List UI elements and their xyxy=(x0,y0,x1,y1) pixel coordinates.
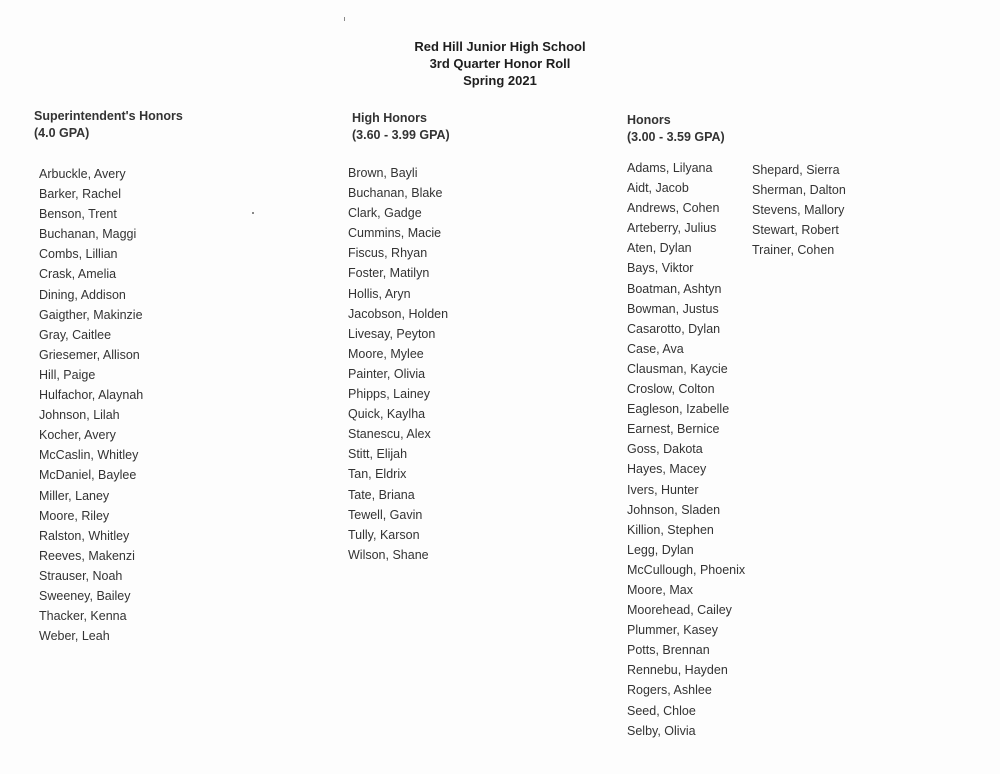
student-name: Gaigther, Makinzie xyxy=(39,307,143,322)
student-name: Shepard, Sierra xyxy=(752,163,840,177)
student-name: Sweeney, Bailey xyxy=(39,588,131,603)
student-name: Benson, Trent xyxy=(39,207,117,222)
student-name: Moore, Riley xyxy=(39,508,110,523)
student-name: Hayes, Macey xyxy=(627,462,707,477)
student-name: Jacobson, Holden xyxy=(348,306,449,321)
student-name: McDaniel, Baylee xyxy=(39,468,137,483)
student-name: Seed, Chloe xyxy=(627,703,696,718)
high-honors-section xyxy=(348,110,450,565)
student-name: Cummins, Macie xyxy=(348,226,442,241)
student-name: Moore, Max xyxy=(627,582,693,597)
student-name: Hulfachor, Alaynah xyxy=(39,388,144,403)
student-name: Strauser, Noah xyxy=(39,568,123,583)
section-gpa: (3.00 - 3.59 GPA) xyxy=(627,130,725,144)
section-gpa: (3.60 - 3.99 GPA) xyxy=(352,128,450,142)
student-name: Tewell, Gavin xyxy=(348,507,423,522)
student-name: Weber, Leah xyxy=(39,629,110,644)
section-title: High Honors xyxy=(352,111,427,125)
student-name: Casarotto, Dylan xyxy=(627,321,721,336)
student-name: Moore, Mylee xyxy=(348,346,424,361)
student-name: Dining, Addison xyxy=(39,287,126,302)
student-name: Potts, Brennan xyxy=(627,643,710,658)
term-label: Spring 2021 xyxy=(463,73,537,88)
student-name: Reeves, Makenzi xyxy=(39,548,135,563)
student-name: Ivers, Hunter xyxy=(627,482,699,497)
name-list xyxy=(752,160,846,260)
student-name: Rogers, Ashlee xyxy=(627,683,712,698)
student-name: Tully, Karson xyxy=(348,527,420,542)
student-name: Gray, Caitlee xyxy=(39,327,112,342)
student-name: Croslow, Colton xyxy=(627,382,715,397)
student-name: Johnson, Sladen xyxy=(627,502,721,517)
student-name: Bays, Viktor xyxy=(627,261,694,276)
student-name: Tate, Briana xyxy=(348,487,415,502)
student-name: Clausman, Kaycie xyxy=(627,361,728,376)
student-name: Brown, Bayli xyxy=(348,166,418,180)
student-name: Andrews, Cohen xyxy=(627,201,720,216)
student-name: McCaslin, Whitley xyxy=(39,448,139,463)
student-name: Thacker, Kenna xyxy=(39,609,127,624)
student-name: Plummer, Kasey xyxy=(627,623,719,638)
student-name: Rennebu, Hayden xyxy=(627,663,728,678)
name-list xyxy=(39,164,183,646)
student-name: Stewart, Robert xyxy=(752,223,839,238)
student-name: Selby, Olivia xyxy=(627,723,696,738)
student-name: McCullough, Phoenix xyxy=(627,562,746,577)
honors-section xyxy=(627,112,745,741)
student-name: Trainer, Cohen xyxy=(752,243,835,258)
student-name: Griesemer, Allison xyxy=(39,347,140,362)
student-name: Quick, Kaylha xyxy=(348,407,426,422)
student-name: Adams, Lilyana xyxy=(627,161,713,175)
student-name: Johnson, Lilah xyxy=(39,408,120,423)
student-name: Aidt, Jacob xyxy=(627,181,689,196)
student-name: Phipps, Lainey xyxy=(348,387,431,402)
student-name: Killion, Stephen xyxy=(627,522,714,537)
student-name: Clark, Gadge xyxy=(348,206,422,221)
student-name: Miller, Laney xyxy=(39,488,110,503)
scan-mark xyxy=(252,212,254,214)
student-name: Tan, Eldrix xyxy=(348,467,407,482)
student-name: Goss, Dakota xyxy=(627,442,703,457)
student-name: Painter, Olivia xyxy=(348,366,426,381)
superintendents-honors-section xyxy=(34,108,183,646)
student-name: Livesay, Peyton xyxy=(348,326,436,341)
honors-second-column xyxy=(752,160,846,260)
honor-roll-subtitle: 3rd Quarter Honor Roll xyxy=(429,56,571,71)
student-name: Arbuckle, Avery xyxy=(39,167,126,181)
student-name: Eagleson, Izabelle xyxy=(627,402,730,417)
student-name: Hollis, Aryn xyxy=(348,286,411,301)
student-name: Foster, Matilyn xyxy=(348,266,430,281)
student-name: Legg, Dylan xyxy=(627,542,694,557)
student-name: Kocher, Avery xyxy=(39,428,116,443)
student-name: Buchanan, Blake xyxy=(348,186,443,201)
student-name: Moorehead, Cailey xyxy=(627,603,732,618)
student-name: Case, Ava xyxy=(627,341,684,356)
student-name: Buchanan, Maggi xyxy=(39,227,137,242)
student-name: Sherman, Dalton xyxy=(752,183,846,198)
section-gpa: (4.0 GPA) xyxy=(34,126,90,140)
student-name: Earnest, Bernice xyxy=(627,422,720,437)
student-name: Wilson, Shane xyxy=(348,547,429,562)
school-name: Red Hill Junior High School xyxy=(414,39,586,54)
student-name: Bowman, Justus xyxy=(627,301,719,316)
student-name: Stevens, Mallory xyxy=(752,203,845,218)
document-header xyxy=(0,38,1000,89)
student-name: Aten, Dylan xyxy=(627,241,692,256)
student-name: Boatman, Ashtyn xyxy=(627,281,722,296)
student-name: Crask, Amelia xyxy=(39,267,117,282)
student-name: Barker, Rachel xyxy=(39,187,121,202)
name-list xyxy=(627,158,745,741)
name-list xyxy=(348,163,450,565)
student-name: Combs, Lillian xyxy=(39,247,118,262)
student-name: Ralston, Whitley xyxy=(39,528,130,543)
scan-mark xyxy=(344,17,345,21)
section-title: Honors xyxy=(627,113,671,127)
section-title: Superintendent's Honors xyxy=(34,109,183,123)
student-name: Stitt, Elijah xyxy=(348,447,408,462)
student-name: Arteberry, Julius xyxy=(627,221,717,236)
student-name: Hill, Paige xyxy=(39,367,96,382)
student-name: Stanescu, Alex xyxy=(348,427,431,442)
student-name: Fiscus, Rhyan xyxy=(348,246,428,261)
